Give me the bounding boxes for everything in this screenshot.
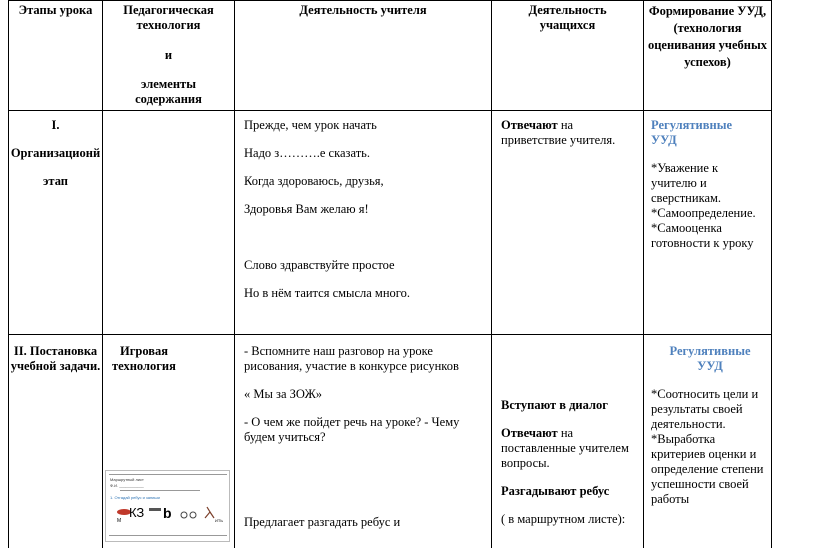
row1-stage-number: I. xyxy=(51,118,60,132)
row2-stage: II. Постановка учебной задачи. xyxy=(10,344,101,373)
rebus-letters-kz: КЗ xyxy=(129,505,145,520)
row2-students xyxy=(501,398,639,527)
row2-students-dialog: Вступают в диалог xyxy=(501,398,608,412)
row1-uud-item: *Уважение к учителю и сверстникам. xyxy=(651,161,722,205)
table-border-col2 xyxy=(234,0,235,548)
rebus-wheel-icon xyxy=(181,512,187,518)
row2-uud-item: *Выработка критериев оценки и определение степени успешности своей работы xyxy=(651,432,764,506)
row2-technology: Игровая технология xyxy=(112,344,176,373)
table-border-row1 xyxy=(8,110,772,111)
row1-teacher-line: Здоровья Вам желаю я! xyxy=(244,202,369,216)
row2-students-answer xyxy=(501,426,639,471)
row2-uud xyxy=(651,344,769,507)
header-technology xyxy=(103,3,234,107)
row2-students-rebus: Разгадывают ребус xyxy=(501,484,610,498)
row1-students-bold: Отвечают xyxy=(501,118,558,132)
row1-teacher-line: Слово здравствуйте простое xyxy=(244,258,395,272)
rebus-letter-b: b xyxy=(163,505,172,521)
thumbnail-rule xyxy=(109,474,227,475)
rebus-letter-m: М xyxy=(117,518,122,524)
row1-teacher xyxy=(244,118,488,301)
row2-students-answer-bold: Отвечают xyxy=(501,426,558,440)
row1-teacher-line: Когда здороваюсь, друзья, xyxy=(244,174,384,188)
header-technology-line3: элементы содержания xyxy=(135,77,202,106)
row2-students-answer-rest: на поставленные учителем вопросы. xyxy=(501,426,629,470)
row1-uud-item: *Самоопределение. xyxy=(651,206,756,220)
rebus-wheel-icon xyxy=(190,512,196,518)
row1-students xyxy=(501,118,639,148)
rebus-picture xyxy=(107,503,230,533)
row2-teacher-line: Предлагает разгадать ребус и xyxy=(244,515,401,529)
row2-uud-title: Регулятивные УУД xyxy=(669,344,751,373)
table-border-col4 xyxy=(643,0,644,548)
thumbnail-line1: Маршрутный лист xyxy=(110,477,144,482)
row1-stage-suffix: этап xyxy=(43,174,68,188)
rebus-suffix: ИТЬ xyxy=(215,518,223,523)
route-sheet-thumbnail xyxy=(105,470,230,542)
row2-uud-item: *Соотносить цели и результаты своей деятельности. xyxy=(651,387,759,431)
thumbnail-rule xyxy=(109,535,227,536)
thumbnail-line3: 1. Отгадай ребус и запиши xyxy=(110,495,160,500)
thumbnail-rule xyxy=(120,490,200,491)
header-students: Деятельность учащихся xyxy=(528,3,607,32)
table-border-top xyxy=(8,0,772,1)
row1-stage-name: Организационй xyxy=(10,146,101,160)
row2-students-sheet: ( в маршрутном листе): xyxy=(501,512,626,526)
row1-teacher-line: Но в нём таится смысла много. xyxy=(244,286,410,300)
row1-uud-title: Регулятивные УУД xyxy=(651,118,733,147)
row1-teacher-line: Надо з……….е сказать. xyxy=(244,146,370,160)
row1-stage xyxy=(9,118,102,189)
row2-teacher-line: « Мы за ЗОЖ» xyxy=(244,387,323,401)
rebus-bone-icon xyxy=(149,508,161,511)
row1-teacher-line: Прежде, чем урок начать xyxy=(244,118,377,132)
row1-uud xyxy=(651,118,769,251)
row2-teacher-line: - Вспомните наш разговор на уроке рисования, участие в конкурсе рисунков xyxy=(244,344,459,373)
thumbnail-line2: Ф.И. ___________ xyxy=(110,483,144,488)
header-uud: Формирование УУД, (технология оценивания учебных успехов) xyxy=(647,4,767,69)
table-border-row2 xyxy=(8,334,772,335)
header-technology-line2: и xyxy=(164,48,173,62)
table-border-col3 xyxy=(491,0,492,548)
header-stages: Этапы урока xyxy=(18,3,93,17)
row1-students-rest: на приветствие учителя. xyxy=(501,118,616,147)
row1-uud-item: *Самооценка готовности к уроку xyxy=(651,221,754,250)
rebus-figure-icon xyxy=(205,507,214,518)
row2-teacher xyxy=(244,344,484,530)
header-teacher: Деятельность учителя xyxy=(299,3,427,17)
row2-teacher-line: - О чем же пойдет речь на уроке? - Чему будем учиться? xyxy=(244,415,460,444)
table-border-right xyxy=(771,0,772,548)
table-border-left xyxy=(8,0,9,548)
header-technology-line1: Педагогическая технология xyxy=(123,3,214,32)
